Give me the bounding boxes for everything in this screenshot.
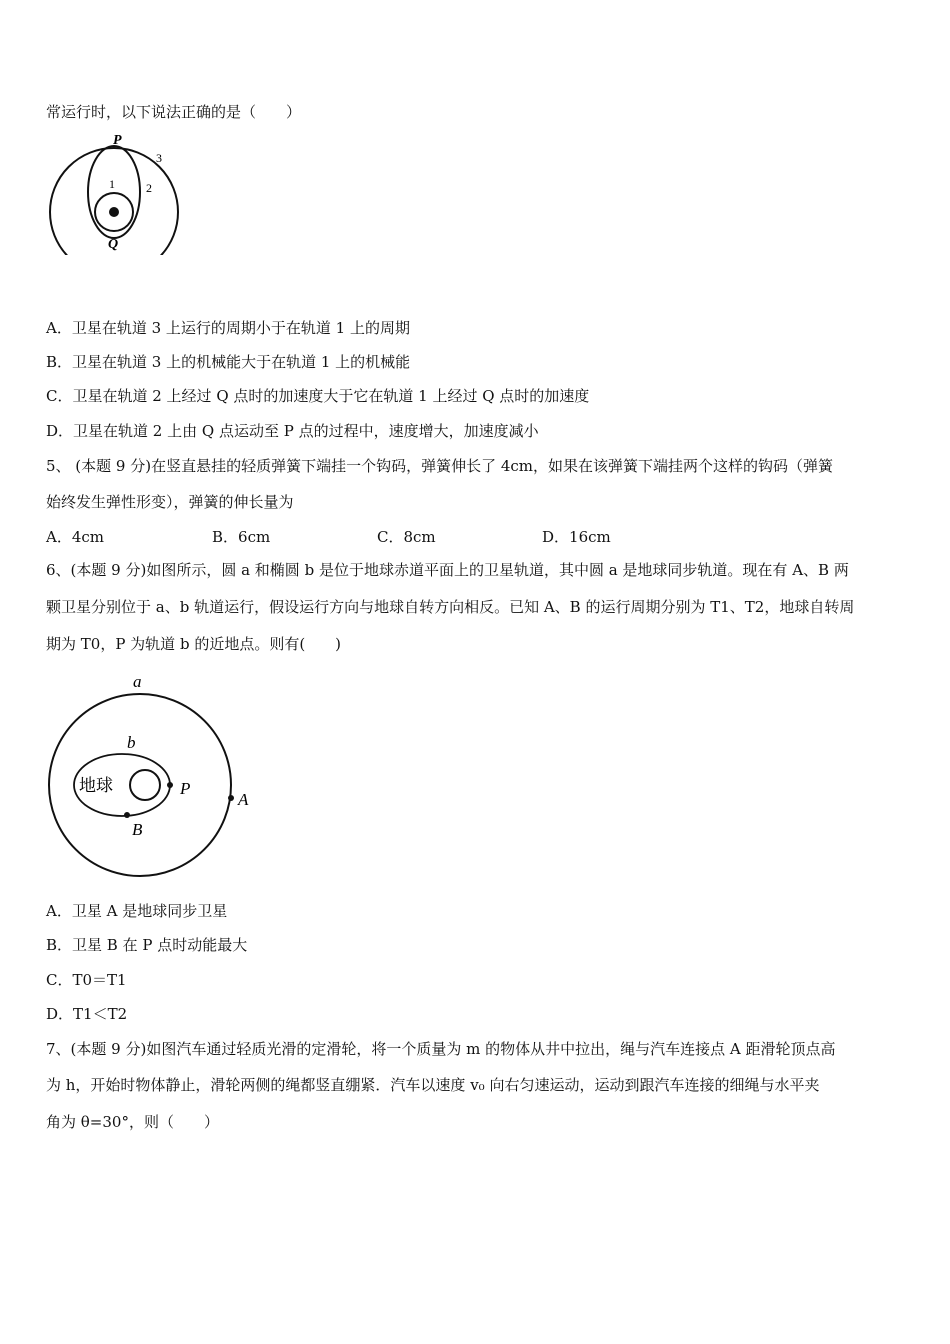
q7-stem-line2: 为 h，开始时物体静止，滑轮两侧的绳都竖直绷紧．汽车以速度 v₀ 向右匀速运动，运动到跟汽车连接的细绳与水平夹 xyxy=(46,1076,820,1094)
label-orbit-3: 3 xyxy=(156,151,162,165)
label-orbit-1: 1 xyxy=(109,177,115,191)
label-satellite-b: B xyxy=(132,820,143,839)
label-p: P xyxy=(180,779,191,798)
label-p: P xyxy=(113,133,122,148)
q6-option-b: B．卫星 B 在 P 点时动能最大 xyxy=(46,936,248,954)
q7-stem-line1: 7、(本题 9 分)如图汽车通过轻质光滑的定滑轮，将一个质量为 m 的物体从井中拉出，绳与汽车连接点 A 距滑轮顶点高 xyxy=(46,1040,836,1058)
label-satellite-a: A xyxy=(238,790,249,809)
orbit-figure-q4 xyxy=(44,130,189,255)
q4-option-d: D．卫星在轨道 2 上由 Q 点运动至 P 点的过程中，速度增大，加速度减小 xyxy=(46,422,539,440)
q6-stem-line2: 颗卫星分别位于 a、b 轨道运行，假设运行方向与地球自转方向相反。已知 A、B 的运行周期分别为 T1、T2，地球自转周 xyxy=(46,598,855,616)
label-earth: 地球 xyxy=(79,776,113,796)
q4-option-a: A．卫星在轨道 3 上运行的周期小于在轨道 1 上的周期 xyxy=(46,319,410,337)
q5-option-b: B．6cm xyxy=(212,528,271,546)
label-q: Q xyxy=(108,237,119,252)
intro-line: 常运行时，以下说法正确的是（ ） xyxy=(46,103,302,121)
q5-options xyxy=(46,526,906,546)
q7-stem-line3: 角为 θ=30°，则（ ） xyxy=(46,1113,219,1131)
q4-option-c: C．卫星在轨道 2 上经过 Q 点时的加速度大于它在轨道 1 上经过 Q 点时的加速度 xyxy=(46,387,590,405)
orbit-figure-q6 xyxy=(44,668,264,883)
q6-stem-line1: 6、(本题 9 分)如图所示，圆 a 和椭圆 b 是位于地球赤道平面上的卫星轨道，其中圆 a 是地球同步轨道。现在有 A、B 两 xyxy=(46,561,849,579)
q5-option-d: D．16cm xyxy=(542,528,611,546)
q6-option-a: A．卫星 A 是地球同步卫星 xyxy=(46,902,228,920)
label-a: a xyxy=(133,672,142,691)
label-orbit-2: 2 xyxy=(146,181,152,195)
q6-option-d: D．T1＜T2 xyxy=(46,1005,128,1023)
q5-stem-line2: 始终发生弹性形变），弹簧的伸长量为 xyxy=(46,493,294,511)
label-b: b xyxy=(127,733,136,752)
q6-option-c: C．T0＝T1 xyxy=(46,971,127,989)
q4-option-b: B．卫星在轨道 3 上的机械能大于在轨道 1 上的机械能 xyxy=(46,353,411,371)
q5-option-a: A．4cm xyxy=(46,528,105,546)
q5-option-c: C．8cm xyxy=(377,528,436,546)
q6-stem-line3: 期为 T0，P 为轨道 b 的近地点。则有( ) xyxy=(46,635,342,653)
q5-stem-line1: 5、 (本题 9 分)在竖直悬挂的轻质弹簧下端挂一个钩码，弹簧伸长了 4cm，如果在该弹簧下端挂两个这样的钩码（弹簧 xyxy=(46,457,834,475)
